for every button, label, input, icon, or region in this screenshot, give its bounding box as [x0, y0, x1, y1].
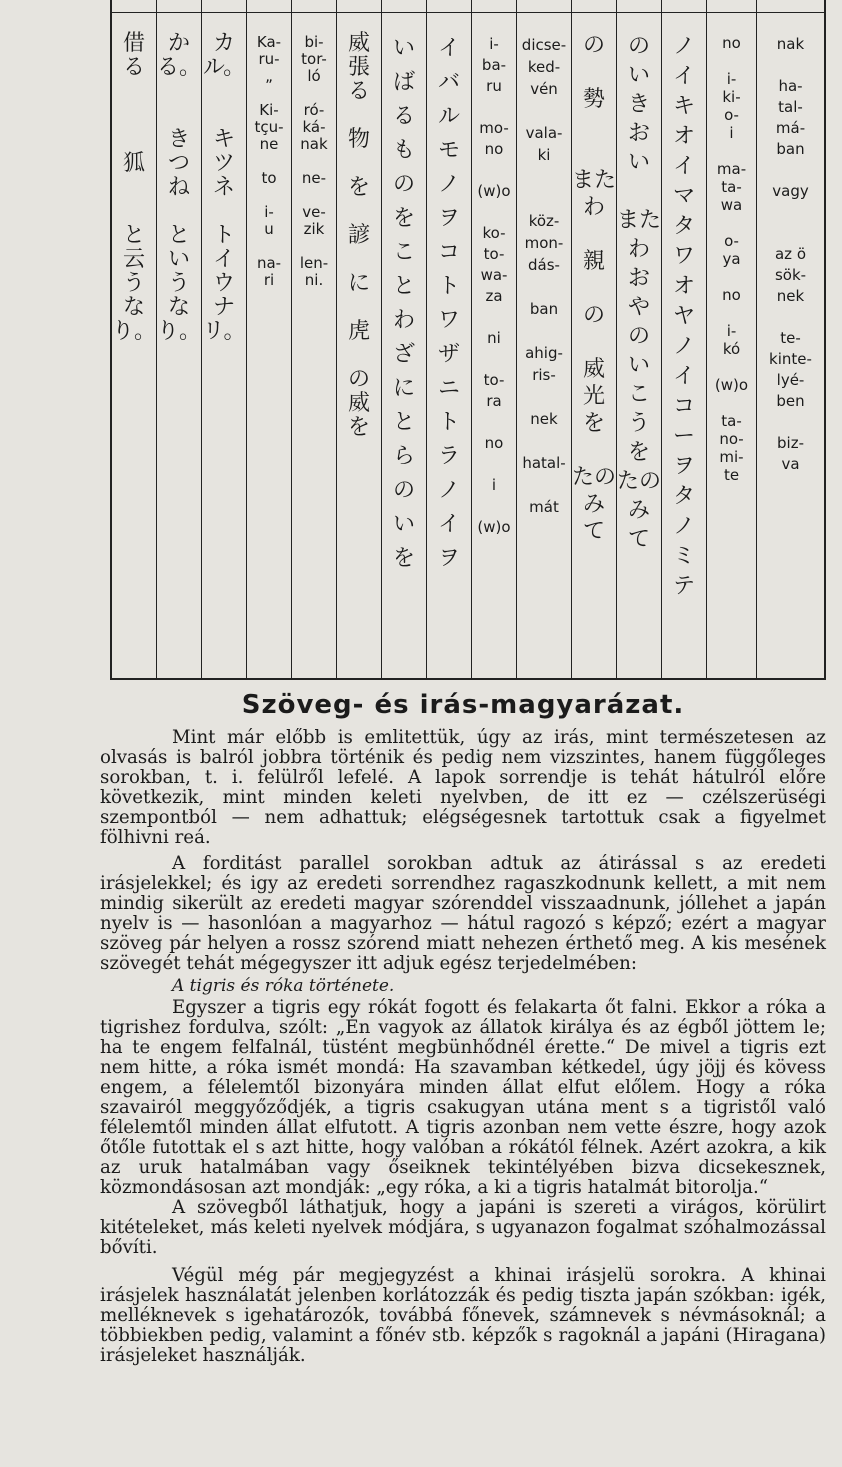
- column-7-text: い ば る も の を こ と わ ざ に と ら の い を: [392, 36, 415, 571]
- table-column-6: [337, 0, 382, 678]
- table-column-10: [517, 0, 572, 678]
- column-1-text: 借 る 狐 と 云 う な り。: [112, 31, 157, 344]
- paragraph-4: A szövegből láthatjuk, hogy a japáni is szereti a virágos, körülirt kitételeket, más keleti nyelvek módjára, s ugyanazon fogalmat szóhalmozással bővíti.: [100, 1197, 826, 1258]
- column-8-text: イ バ ル モ ノ ヲ コ ト ワ ザ ニ ト ラ ノ イ ヲ: [437, 36, 460, 571]
- column-14-text: no i- ki- o- i ma- ta- wa o- ya no i- kó (w)o ta- no- mi- te: [714, 34, 749, 484]
- paragraph-2: A forditást parallel sorokban adtuk az átirással s az eredeti irásjelekkel; és igy az eredeti sorrendhez ragaszkodnunk kellett, a mit nem mindig sikerült az eredeti magyar szórenddel visszaadnunk, jóllehet a japán nyelv is — hasonlóan a magyarhoz — hátul ragozó s képző; ezért a magyar szöveg pár helyen a rossz szórend miatt nehezen érthető meg. A kis mesének szövegét tehát mégegyszer itt adjuk egész terjedelmében:: [100, 853, 826, 974]
- story-title: A tigris és róka története.: [172, 976, 395, 996]
- column-12-text: の い き お い また わ お や の い こ う を たの み て: [617, 34, 662, 552]
- table-column-8: [427, 0, 472, 678]
- table-column-1: [112, 0, 157, 678]
- table-column-3: [202, 0, 247, 678]
- table-column-13: [662, 0, 707, 678]
- table-column-12: [617, 0, 662, 678]
- paragraph-5: Végül még pár megjegyzést a khinai irásjelü sorokra. A khinai irásjelek használatát jelenben korlátozzák és pedig tiszta japán szókban: igék, melléknevek s igehatározók, továbbá főnevek, számnevek s névmásoknál; a többiekben pedig, valamint a főnév stb. képzők s ragoknál a japáni (Hiragana) irásjeleket használják.: [100, 1265, 826, 1366]
- table-column-15: [757, 0, 824, 678]
- table-column-7: [382, 0, 427, 678]
- transliteration-table: [110, 0, 826, 680]
- table-column-4: [247, 0, 292, 678]
- column-9-text: i- ba- ru mo- no (w)o ko- to- wa- za ni to- ra no i (w)o: [477, 35, 511, 536]
- column-10-text: dicse- ked- vén vala- ki köz- mon- dás- ban ahig- ris- nek hatal- mát: [521, 36, 567, 516]
- column-2-text: か る。 き つ ね と い う な り。: [157, 31, 202, 344]
- table-column-2: [157, 0, 202, 678]
- paragraph-1: Mint már előbb is emlitettük, úgy az irás, mint természetesen az olvasás is balról jobbra történik és pedig nem vizszintes, hanem függőleges sorokban, t. i. felülről lefelé. A lapok sorrendje is tehát hátulról előre következik, mint minden keleti nyelvben, de itt ez — czélszerüségi szempontból — nem adhattuk; elégségesnek tartottuk csak a figyelmet fölhivni reá.: [100, 727, 826, 848]
- paragraph-3: Egyszer a tigris egy rókát fogott és felakarta őt falni. Ekkor a róka a tigrishez fordulva, szólt: „Én vagyok az állatok királya és az égből jöttem le; ha te engem felfalnál, tüstént megbünhődnél érette.“ De mivel a tigris ezt nem hitte, a róka ismét mondá: Ha szavamban kétkedel, úgy jöjj és kövess engem, a félelemtől bizonyára minden állat elfut előlem. Hogy a róka szavairól meggyőződjék, a tigris csakugyan utána ment s a tigristől való félelemtől minden állat elfutott. A tigris azonban nem vette észre, hogy azok őtőle futottak el s azt hitte, hogy valóban a rókától félnek. Azért azokra, a kik az uruk hatalmában vagy őseiknek tekintélyében bizva dicsekesznek, közmondásosan azt mondják: „egy róka, a ki a tigris hatalmát bitorolja.“: [100, 997, 826, 1198]
- column-4-text: Ka- ru- „ Ki- tçu- ne to i- u na- ri: [254, 33, 284, 289]
- article: [100, 690, 826, 1366]
- table-column-14: [707, 0, 757, 678]
- table-column-11: [572, 0, 617, 678]
- article-title: Szöveg- és irás-magyarázat.: [241, 690, 685, 720]
- column-6-text: 威 張 る 物 を 諺 に 虎 の 威 を: [347, 31, 370, 440]
- column-15-text: nak ha- tal- má- ban vagy az ö sök- nek te- kinte- lyé- ben biz- va: [769, 35, 812, 473]
- column-13-text: ノ イ キ オ イ マ タ ワ オ ヤ ノ イ コ ー ヲ タ ノ ミ テ: [672, 34, 695, 599]
- table-column-5: [292, 0, 337, 678]
- column-5-text: bi- tor- ló ró- ká- nak ne- ve- zik len- ni.: [299, 33, 329, 289]
- table-column-9: [472, 0, 517, 678]
- column-3-text: カ ル。 キ ツ ネ ト イ ウ ナ リ。: [202, 31, 246, 344]
- column-11-text: の 勢 また わ 親 の 威 光 を たの み て: [572, 33, 617, 544]
